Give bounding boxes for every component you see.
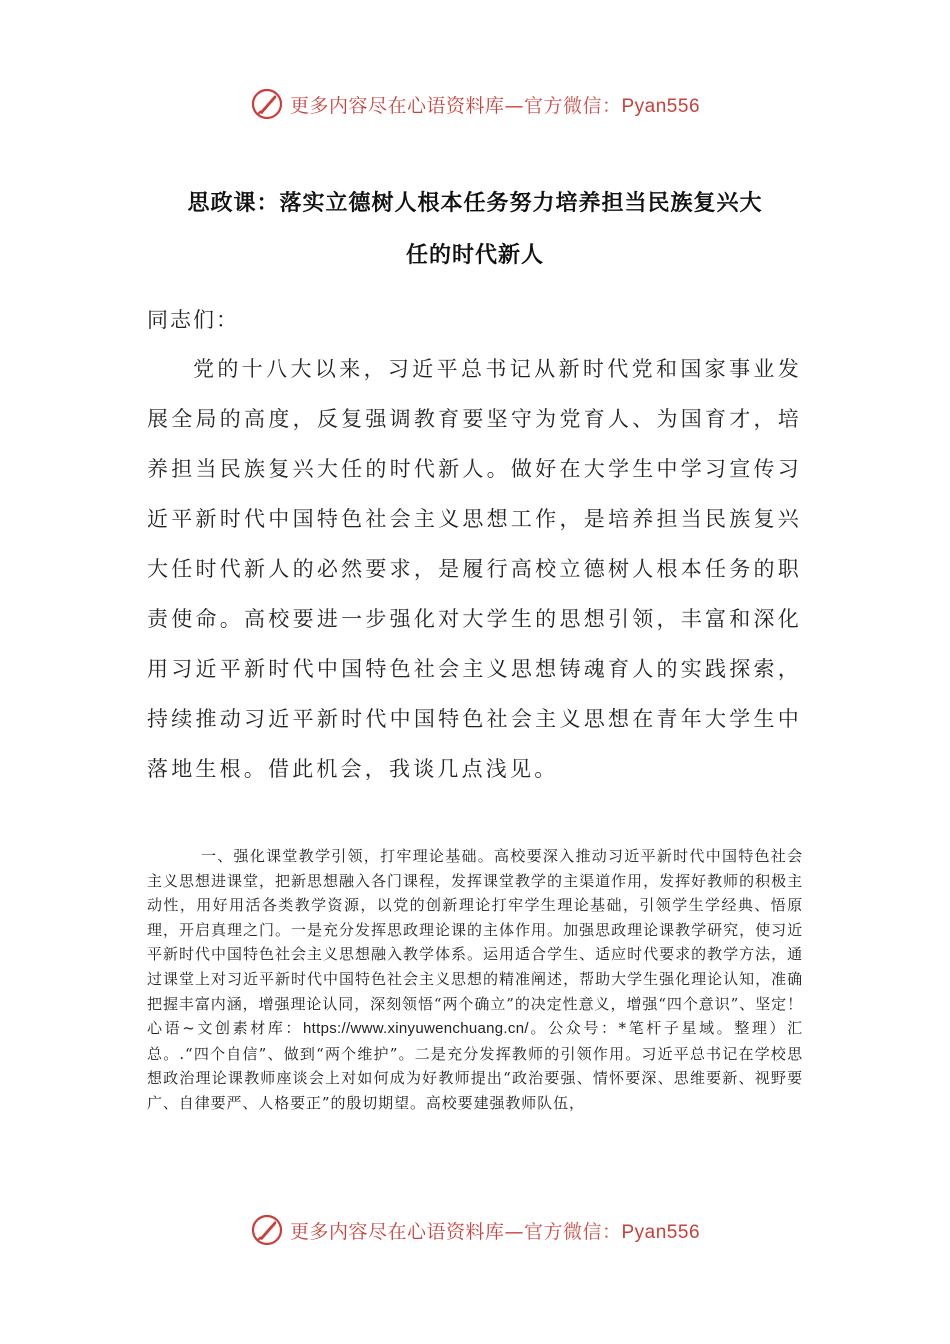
quill-logo-icon bbox=[250, 87, 284, 121]
source-url: https://www.xinyuwenchuang.cn/ bbox=[303, 1020, 529, 1038]
watermark-text: 更多内容尽在心语资料库—官方微信：Pyan556 bbox=[289, 1220, 701, 1243]
quill-logo-icon bbox=[250, 1213, 284, 1247]
salutation: 同志们： bbox=[147, 308, 239, 332]
document-title bbox=[120, 178, 830, 282]
paragraph-2-text-a: 一、强化课堂教学引领，打牢理论基础。高校要深入推动习近平新时代中国特色社会主义思想进课堂，把新思想融入各门课程，发挥课堂教学的主渠道作用，发挥好教师的积极主动性，用好用活各类教学资源，以党的创新理论打牢学生理论基础，引领学生学经典、悟原理，开启真理之门。一是充分发挥思政理论课的主体作用。加强思政理论课教学研究，使习近平新时代中国特色社会主义思想融入教学体系。运用适合学生、适应时代要求的教学方法，通过课堂上对习近平新时代中国特色社会主义思想的精准阐述，帮助大学生强化理论认知，准确把握丰富内涵，增强理论认同，深刻领悟“两个确立”的决定性意义，增强“四个意识”、坚定！心语~文创素材库： bbox=[147, 847, 803, 1038]
paragraph-2-text-b: 。公众号：*笔杆子星域。整理）汇总。.“四个自信”、做到“两个维护”。二是充分发挥教师的引领作用。习近平总书记在学校思想政治理论课教师座谈会上对如何成为好教师提出“政治要强、情怀要深、思维要新、视野要广、自律要严、人格要正”的殷切期望。高校要建强教师队伍， bbox=[147, 1019, 803, 1112]
watermark-footer bbox=[0, 1210, 950, 1250]
title-line-2: 任的时代新人 bbox=[405, 243, 544, 268]
body-paragraph-1: 党的十八大以来，习近平总书记从新时代党和国家事业发展全局的高度，反复强调教育要坚守为党育人、为国育才，培养担当民族复兴大任的时代新人。做好在大学生中学习宣传习近平新时代中国特色社会主义思想工作，是培养担当民族复兴大任时代新人的必然要求，是履行高校立德树人根本任务的职责使命。高校要进一步强化对大学生的思想引领，丰富和深化用习近平新时代中国特色社会主义思想铸魂育人的实践探索，持续推动习近平新时代中国特色社会主义思想在青年大学生中落地生根。借此机会，我谈几点浅见。 bbox=[147, 357, 802, 781]
title-line-1: 思政课：落实立德树人根本任务努力培养担当民族复兴大 bbox=[187, 191, 763, 216]
body-paragraph-2 bbox=[147, 844, 803, 1116]
watermark-header bbox=[0, 84, 950, 124]
watermark-text: 更多内容尽在心语资料库—官方微信：Pyan556 bbox=[289, 94, 701, 117]
